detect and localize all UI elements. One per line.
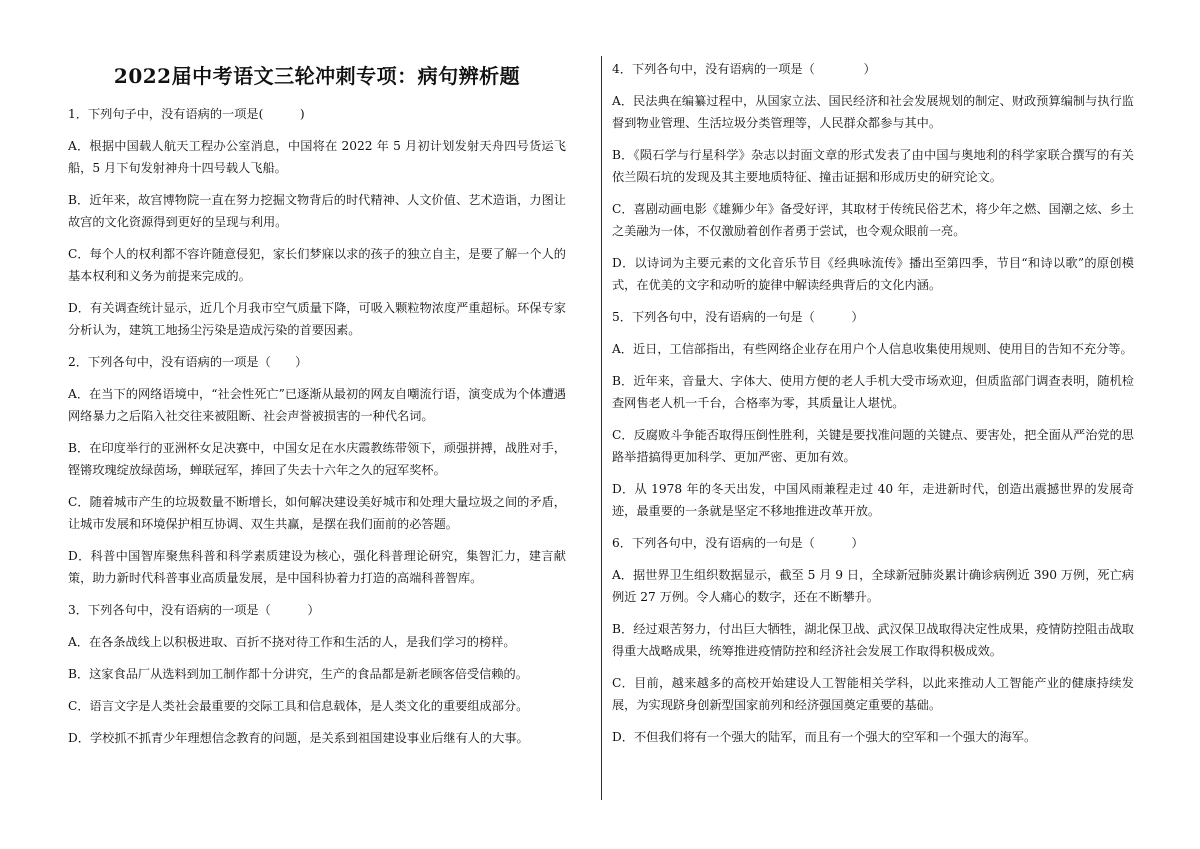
right-question-list: [612, 58, 1134, 748]
answer-option: A．根据中国载人航天工程办公室消息，中国将在 2022 年 5 月初计划发射天舟四号货运飞船，5 月下旬发射神舟十四号载人飞船。: [68, 139, 566, 175]
question-stem: 3．下列各句中，没有语病的一项是（ ）: [68, 603, 320, 617]
answer-option: C．反腐败斗争能否取得压倒性胜利，关键是要找准问题的关键点、要害处，把全面从严治党的思路举措搞得更加科学、更加严密、更加有效。: [612, 428, 1134, 464]
left-question-list: [68, 103, 566, 749]
answer-option: B．这家食品厂从选料到加工制作都十分讲究，生产的食品都是新老顾客倍受信赖的。: [68, 667, 528, 681]
left-column: [68, 56, 566, 849]
answer-option: B．《陨石学与行星科学》杂志以封面文章的形式发表了由中国与奥地利的科学家联合撰写的有关依兰陨石坑的发现及其主要地质特征、撞击证据和形成历史的研究论文。: [612, 148, 1134, 184]
answer-option: B．近年来，音量大、字体大、使用方便的老人手机大受市场欢迎，但质监部门调查表明，随机检查网售老人机一千台，合格率为零，其质量让人堪忧。: [612, 374, 1134, 410]
answer-option: D．从 1978 年的冬天出发，中国风雨兼程走过 40 年，走进新时代，创造出震撼世界的发展奇迹，最重要的一条就是坚定不移地推进改革开放。: [612, 482, 1134, 518]
question-stem: 6．下列各句中，没有语病的一句是（ ）: [612, 536, 864, 550]
answer-option: B．近年来，故宫博物院一直在努力挖掘文物背后的时代精神、人文价值、艺术造诣，力图让故宫的文化资源得到更好的呈现与利用。: [68, 193, 566, 229]
answer-option: D．有关调查统计显示，近几个月我市空气质量下降，可吸入颗粒物浓度严重超标。环保专家分析认为，建筑工地扬尘污染是造成污染的首要因素。: [68, 301, 566, 337]
right-column: [612, 56, 1134, 849]
question-stem: 4．下列各句中，没有语病的一项是（ ）: [612, 62, 876, 76]
answer-option: D．学校抓不抓青少年理想信念教育的问题，是关系到祖国建设事业后继有人的大事。: [68, 731, 529, 745]
question-stem: 2．下列各句中，没有语病的一项是（ ）: [68, 355, 308, 369]
answer-option: D．以诗词为主要元素的文化音乐节目《经典咏流传》播出至第四季，节目“和诗以歌”的原创模式，在优美的文字和动听的旋律中解读经典背后的文化内涵。: [612, 256, 1134, 292]
answer-option: C．随着城市产生的垃圾数量不断增长，如何解决建设美好城市和处理大量垃圾之间的矛盾，让城市发展和环境保护相互协调、双生共赢，是摆在我们面前的必答题。: [68, 495, 566, 531]
answer-option: B．在印度举行的亚洲杯女足决赛中，中国女足在水庆霞教练带领下，顽强拼搏，战胜对手，铿锵玫瑰绽放绿茵场，蝉联冠军，捧回了失去十六年之久的冠军奖杯。: [68, 441, 566, 477]
answer-option: B．经过艰苦努力，付出巨大牺牲，湖北保卫战、武汉保卫战取得决定性成果，疫情防控阻击战取得重大战略成果，统筹推进疫情防控和经济社会发展工作取得积极成效。: [612, 622, 1134, 658]
page-title: 2022届中考语文三轮冲刺专项：病句辨析题: [113, 64, 521, 88]
question-block: [68, 103, 566, 341]
question-stem: 1．下列句子中，没有语病的一项是( ): [68, 107, 305, 121]
question-block: [612, 58, 1134, 296]
answer-option: A．民法典在编纂过程中，从国家立法、国民经济和社会发展规划的制定、财政预算编制与执行监督到物业管理、生活垃圾分类管理等，人民群众都参与其中。: [612, 94, 1134, 130]
question-block: [68, 351, 566, 589]
answer-option: C．语言文字是人类社会最重要的交际工具和信息载体，是人类文化的重要组成部分。: [68, 699, 529, 713]
answer-option: A．近日，工信部指出，有些网络企业存在用户个人信息收集使用规则、使用目的告知不充分等。: [612, 342, 1133, 356]
answer-option: C．目前，越来越多的高校开始建设人工智能相关学科，以此来推动人工智能产业的健康持续发展，为实现跻身创新型国家前列和经济强国奠定重要的基础。: [612, 676, 1134, 712]
answer-option: D．不但我们将有一个强大的陆军，而且有一个强大的空军和一个强大的海军。: [612, 730, 1037, 744]
column-divider: [601, 56, 602, 800]
answer-option: C．每个人的权利都不容许随意侵犯，家长们梦寐以求的孩子的独立自主，是要了解一个人的基本权利和义务为前提来完成的。: [68, 247, 566, 283]
answer-option: A．在各条战线上以积极进取、百折不挠对待工作和生活的人，是我们学习的榜样。: [68, 635, 516, 649]
answer-option: A．据世界卫生组织数据显示，截至 5 月 9 日，全球新冠肺炎累计确诊病例近 390 万例，死亡病例近 27 万例。令人痛心的数字，还在不断攀升。: [612, 568, 1134, 604]
answer-option: A．在当下的网络语境中，“社会性死亡”已逐渐从最初的网友自嘲流行语，演变成为个体遭遇网络暴力之后陷入社交往来被阻断、社会声誉被损害的一种代名词。: [68, 387, 566, 423]
question-block: [612, 306, 1134, 522]
question-block: [612, 532, 1134, 748]
question-block: [68, 599, 566, 749]
answer-option: D．科普中国智库聚焦科普和科学素质建设为核心，强化科普理论研究，集智汇力，建言献策，助力新时代科普事业高质量发展，是中国科协着力打造的高端科普智库。: [68, 549, 566, 585]
question-stem: 5．下列各句中，没有语病的一句是（ ）: [612, 310, 864, 324]
answer-option: C．喜剧动画电影《雄狮少年》备受好评，其取材于传统民俗艺术，将少年之燃、国潮之炫、乡土之美融为一体，不仅激励着创作者勇于尝试，也令观众眼前一亮。: [612, 202, 1134, 238]
